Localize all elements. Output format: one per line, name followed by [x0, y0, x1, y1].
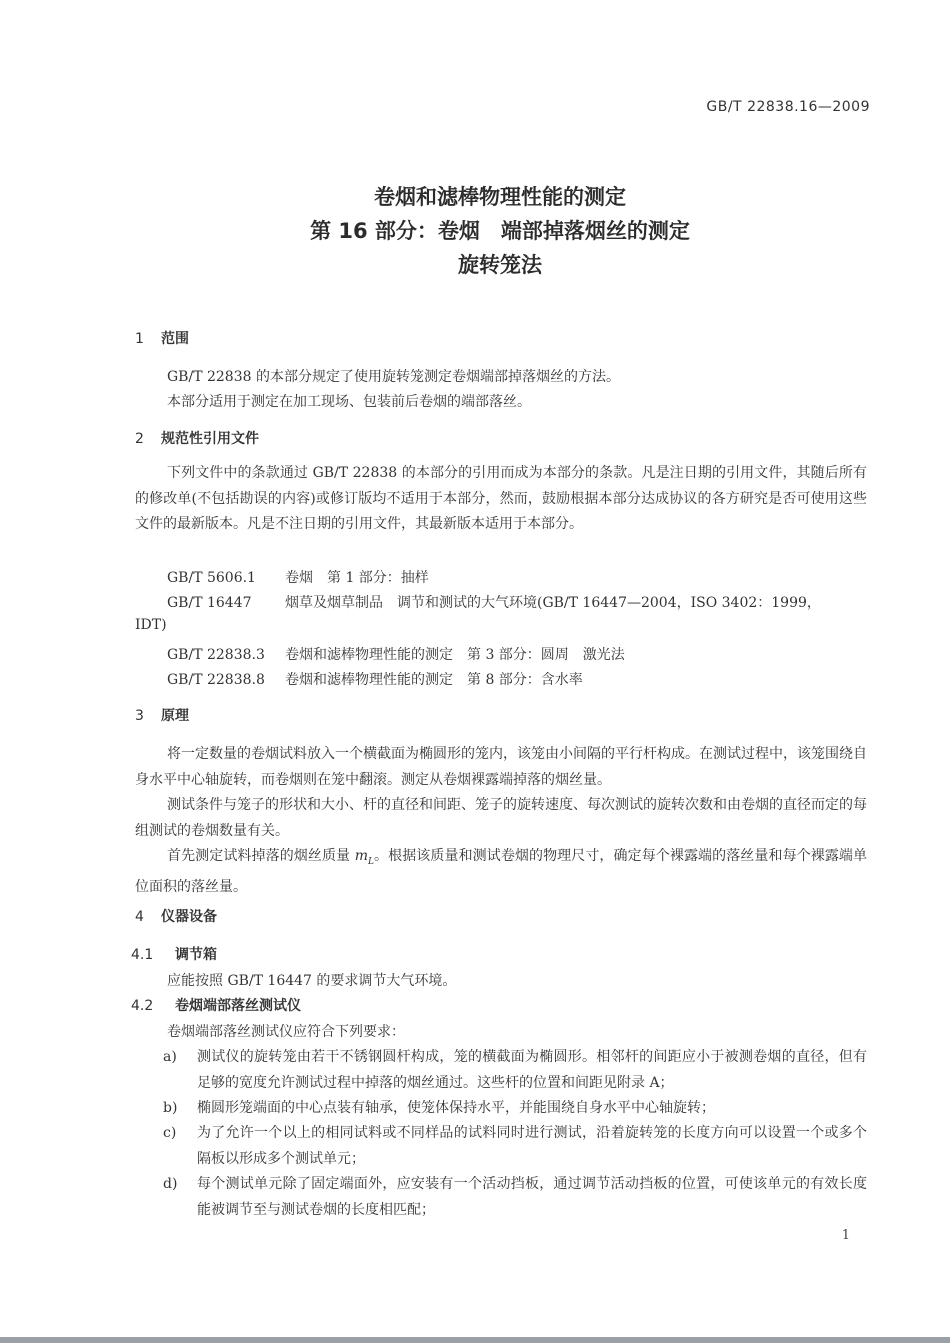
- section-2-intro: 下列文件中的条款通过 GB/T 22838 的本部分的引用而成为本部分的条款。凡是注日期的引用文件，其随后所有的修改单(不包括勘误的内容)或修订版均不适用于本部分，然而，鼓励根据本部分达成协议的各方研究是否可使用这些文件的最新版本。凡是不注日期的引用文件，其最新版本适用于本部分。: [135, 465, 867, 532]
- reference-item: [167, 567, 429, 587]
- item-text: 椭圆形笼端面的中心点装有轴承，使笼体保持水平，并能围绕自身水平中心轴旋转；: [197, 1100, 715, 1116]
- paragraph-text: 。根据该质量和测试卷烟的物理尺寸，确定每个裸露端的落丝量和每个裸露端单位面积的落丝量。: [135, 848, 868, 896]
- item-marker: d): [163, 1176, 178, 1192]
- reference-title: 卷烟 第 1 部分：抽样: [285, 570, 429, 586]
- subsection-number: 4.2: [131, 998, 154, 1014]
- reference-code: GB/T 22838.3: [167, 647, 265, 663]
- reference-code: GB/T 22838.8: [167, 672, 265, 688]
- item-text: 为了允许一个以上的相同试料或不同样品的试料同时进行测试，沿着旋转笼的长度方向可以设置一个或多个隔板以形成多个测试单元；: [197, 1125, 867, 1167]
- requirement-item: [163, 1172, 867, 1223]
- scan-edge: [0, 1337, 950, 1343]
- section-title: 原理: [161, 708, 189, 724]
- section-title: 规范性引用文件: [161, 431, 259, 447]
- reference-code: GB/T 16447: [167, 595, 252, 611]
- reference-item: [167, 644, 625, 664]
- reference-item: [167, 669, 583, 689]
- paragraph-text: 首先测定试料掉落的烟丝质量: [167, 848, 355, 864]
- mass-variable: m: [354, 848, 368, 864]
- requirement-item: [163, 1045, 867, 1096]
- requirement-item: [163, 1121, 867, 1172]
- title-line-2: 第 16 部分：卷烟 端部掉落烟丝的测定: [310, 219, 690, 243]
- subsection-title: 卷烟端部落丝测试仪: [175, 998, 301, 1014]
- requirement-item: [163, 1096, 867, 1122]
- section-3-paragraph-1: 将一定数量的卷烟试料放入一个横截面为椭圆形的笼内，该笼由小间隔的平行杆构成。在测试过程中，该笼围绕自身水平中心轴旋转，而卷烟则在笼中翻滚。测定从卷烟裸露端掉落的烟丝量。: [135, 746, 867, 788]
- section-4-heading: [135, 906, 217, 926]
- section-number: 2: [135, 431, 144, 447]
- page-number: 1: [841, 1228, 850, 1243]
- reference-title: 卷烟和滤棒物理性能的测定 第 8 部分：含水率: [285, 672, 583, 688]
- reference-code: GB/T 5606.1: [167, 570, 256, 586]
- reference-title: 卷烟和滤棒物理性能的测定 第 3 部分：圆周 激光法: [285, 647, 625, 663]
- item-text: 每个测试单元除了固定端面外，应安装有一个活动挡板，通过调节活动挡板的位置，可使该单元的有效长度能被调节至与测试卷烟的长度相匹配；: [197, 1176, 867, 1218]
- section-1-paragraph-1: GB/T 22838 的本部分规定了使用旋转笼测定卷烟端部掉落烟丝的方法。: [167, 369, 620, 385]
- section-3-heading: [135, 705, 189, 725]
- mass-variable-subscript: L: [367, 856, 374, 867]
- subsection-number: 4.1: [131, 947, 154, 963]
- section-number: 1: [135, 331, 144, 347]
- section-3-paragraph-3: [135, 844, 867, 901]
- section-1-heading: [135, 328, 189, 348]
- section-1-paragraph-2: 本部分适用于测定在加工现场、包装前后卷烟的端部落丝。: [167, 394, 531, 410]
- reference-title: 烟草及烟草制品 调节和测试的大气环境(GB/T 16447—2004，ISO 3402：1999，: [285, 595, 821, 611]
- section-number: 3: [135, 708, 144, 724]
- reference-continuation: IDT): [135, 617, 167, 633]
- reference-item: [167, 592, 821, 612]
- item-marker: a): [163, 1049, 177, 1065]
- subsection-4-2-heading: [131, 995, 301, 1015]
- title-line-3: 旋转笼法: [458, 253, 542, 277]
- item-text: 测试仪的旋转笼由若干不锈钢圆杆构成，笼的横截面为椭圆形。相邻杆的间距应小于被测卷烟的直径，但有足够的宽度允许测试过程中掉落的烟丝通过。这些杆的位置和间距见附录 A；: [197, 1049, 867, 1091]
- section-title: 仪器设备: [161, 909, 217, 925]
- title-line-1: 卷烟和滤棒物理性能的测定: [374, 185, 626, 209]
- section-3-paragraph-2: 测试条件与笼子的形状和大小、杆的直径和间距、笼子的旋转速度、每次测试的旋转次数和由卷烟的直径而定的每组测试的卷烟数量有关。: [135, 797, 867, 839]
- item-marker: c): [163, 1125, 177, 1141]
- item-marker: b): [163, 1100, 178, 1116]
- subsection-title: 调节箱: [175, 947, 217, 963]
- section-title: 范围: [161, 331, 189, 347]
- section-2-heading: [135, 428, 259, 448]
- subsection-4-2-intro: 卷烟端部落丝测试仪应符合下列要求：: [167, 1024, 405, 1040]
- subsection-4-1-heading: [131, 944, 217, 964]
- section-number: 4: [135, 909, 144, 925]
- standard-code: GB/T 22838.16—2009: [706, 99, 870, 115]
- document-title: [0, 180, 950, 282]
- subsection-4-1-text: 应能按照 GB/T 16447 的要求调节大气环境。: [167, 973, 457, 989]
